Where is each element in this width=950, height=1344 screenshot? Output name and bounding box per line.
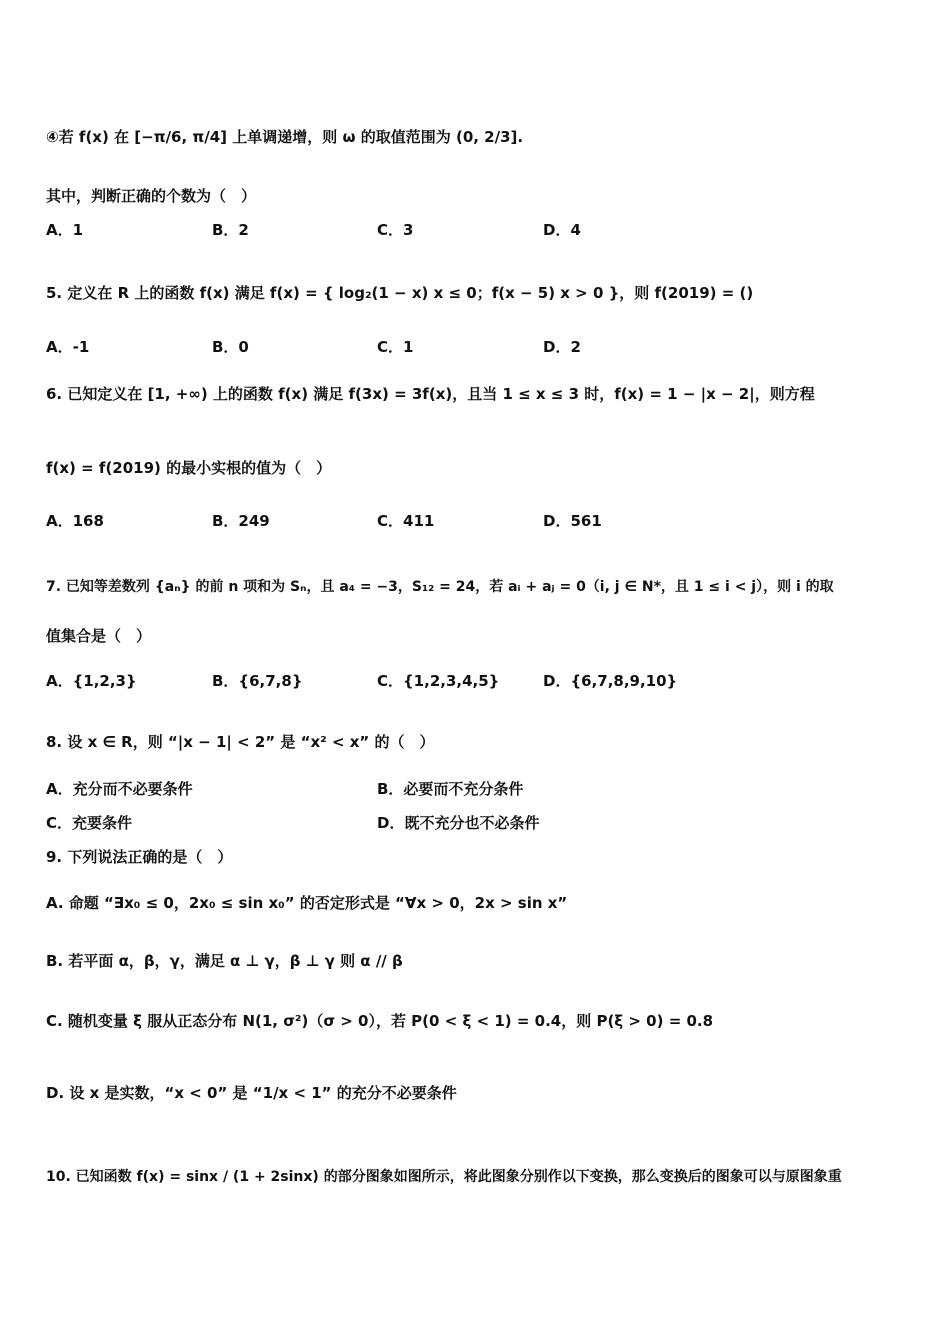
question-10: 10. 已知函数 f(x) = sinx / (1 + 2sinx) 的部分图象如图所示，将此图象分别作以下变换，那么变换后的图象可以与原图象重: [46, 1169, 842, 1185]
q4-option-d: D．4: [543, 221, 581, 239]
q7-option-a: A．{1,2,3}: [46, 672, 137, 690]
q5-option-b: B．0: [212, 338, 249, 356]
q9-option-d: D. 设 x 是实数，“x < 0” 是 “1/x < 1” 的充分不必要条件: [46, 1084, 457, 1102]
q8-option-d: D．既不充分也不必条件: [377, 814, 540, 832]
q6-option-a: A．168: [46, 512, 104, 530]
q9-option-c: C. 随机变量 ξ 服从正态分布 N(1, σ²)（σ > 0），若 P(0 < ξ < 1) = 0.4，则 P(ξ > 0) = 0.8: [46, 1012, 714, 1030]
question-7-part-2: 值集合是（ ）: [46, 627, 152, 645]
q4-option-b: B．2: [212, 221, 249, 239]
q8-option-b: B．必要而不充分条件: [377, 780, 524, 798]
q6-option-d: D．561: [543, 512, 602, 530]
q9-option-a: A. 命题 “∃x₀ ≤ 0，2x₀ ≤ sin x₀” 的否定形式是 “∀x > 0，2x > sin x”: [46, 894, 568, 912]
q4-option-c: C．3: [377, 221, 414, 239]
q4-option-a: A．1: [46, 221, 84, 239]
q7-option-c: C．{1,2,3,4,5}: [377, 672, 500, 690]
question-6-part-1: 6. 已知定义在 [1, +∞) 上的函数 f(x) 满足 f(3x) = 3f(x)，且当 1 ≤ x ≤ 3 时，f(x) = 1 − |x − 2|，则方程: [46, 385, 815, 403]
q5-option-c: C．1: [377, 338, 414, 356]
question-5: 5. 定义在 R 上的函数 f(x) 满足 f(x) = { log₂(1 − x) x ≤ 0；f(x − 5) x > 0 }，则 f(2019) = (): [46, 284, 754, 302]
question-6-part-2: f(x) = f(2019) 的最小实根的值为（ ）: [46, 459, 332, 477]
question-9: 9. 下列说法正确的是（ ）: [46, 848, 233, 866]
q7-option-b: B．{6,7,8}: [212, 672, 303, 690]
q9-option-b: B. 若平面 α，β，γ，满足 α ⊥ γ，β ⊥ γ 则 α // β: [46, 952, 403, 970]
q8-option-a: A．充分而不必要条件: [46, 780, 193, 798]
question-8: 8. 设 x ∈ R，则 “|x − 1| < 2” 是 “x² < x” 的（ ）: [46, 733, 435, 751]
item-4-statement: ④若 f(x) 在 [−π/6, π/4] 上单调递增，则 ω 的取值范围为 (0, 2/3].: [46, 128, 524, 146]
question-4-prompt: 其中，判断正确的个数为（ ）: [46, 187, 257, 205]
q7-option-d: D．{6,7,8,9,10}: [543, 672, 678, 690]
question-7-part-1: 7. 已知等差数列 {aₙ} 的前 n 项和为 Sₙ，且 a₄ = −3，S₁₂ = 24，若 aᵢ + aⱼ = 0（i, j ∈ N*，且 1 ≤ i < j），则 i 的取: [46, 579, 834, 595]
q6-option-c: C．411: [377, 512, 435, 530]
q5-option-d: D．2: [543, 338, 581, 356]
q5-option-a: A．-1: [46, 338, 90, 356]
q6-option-b: B．249: [212, 512, 270, 530]
q8-option-c: C．充要条件: [46, 814, 133, 832]
